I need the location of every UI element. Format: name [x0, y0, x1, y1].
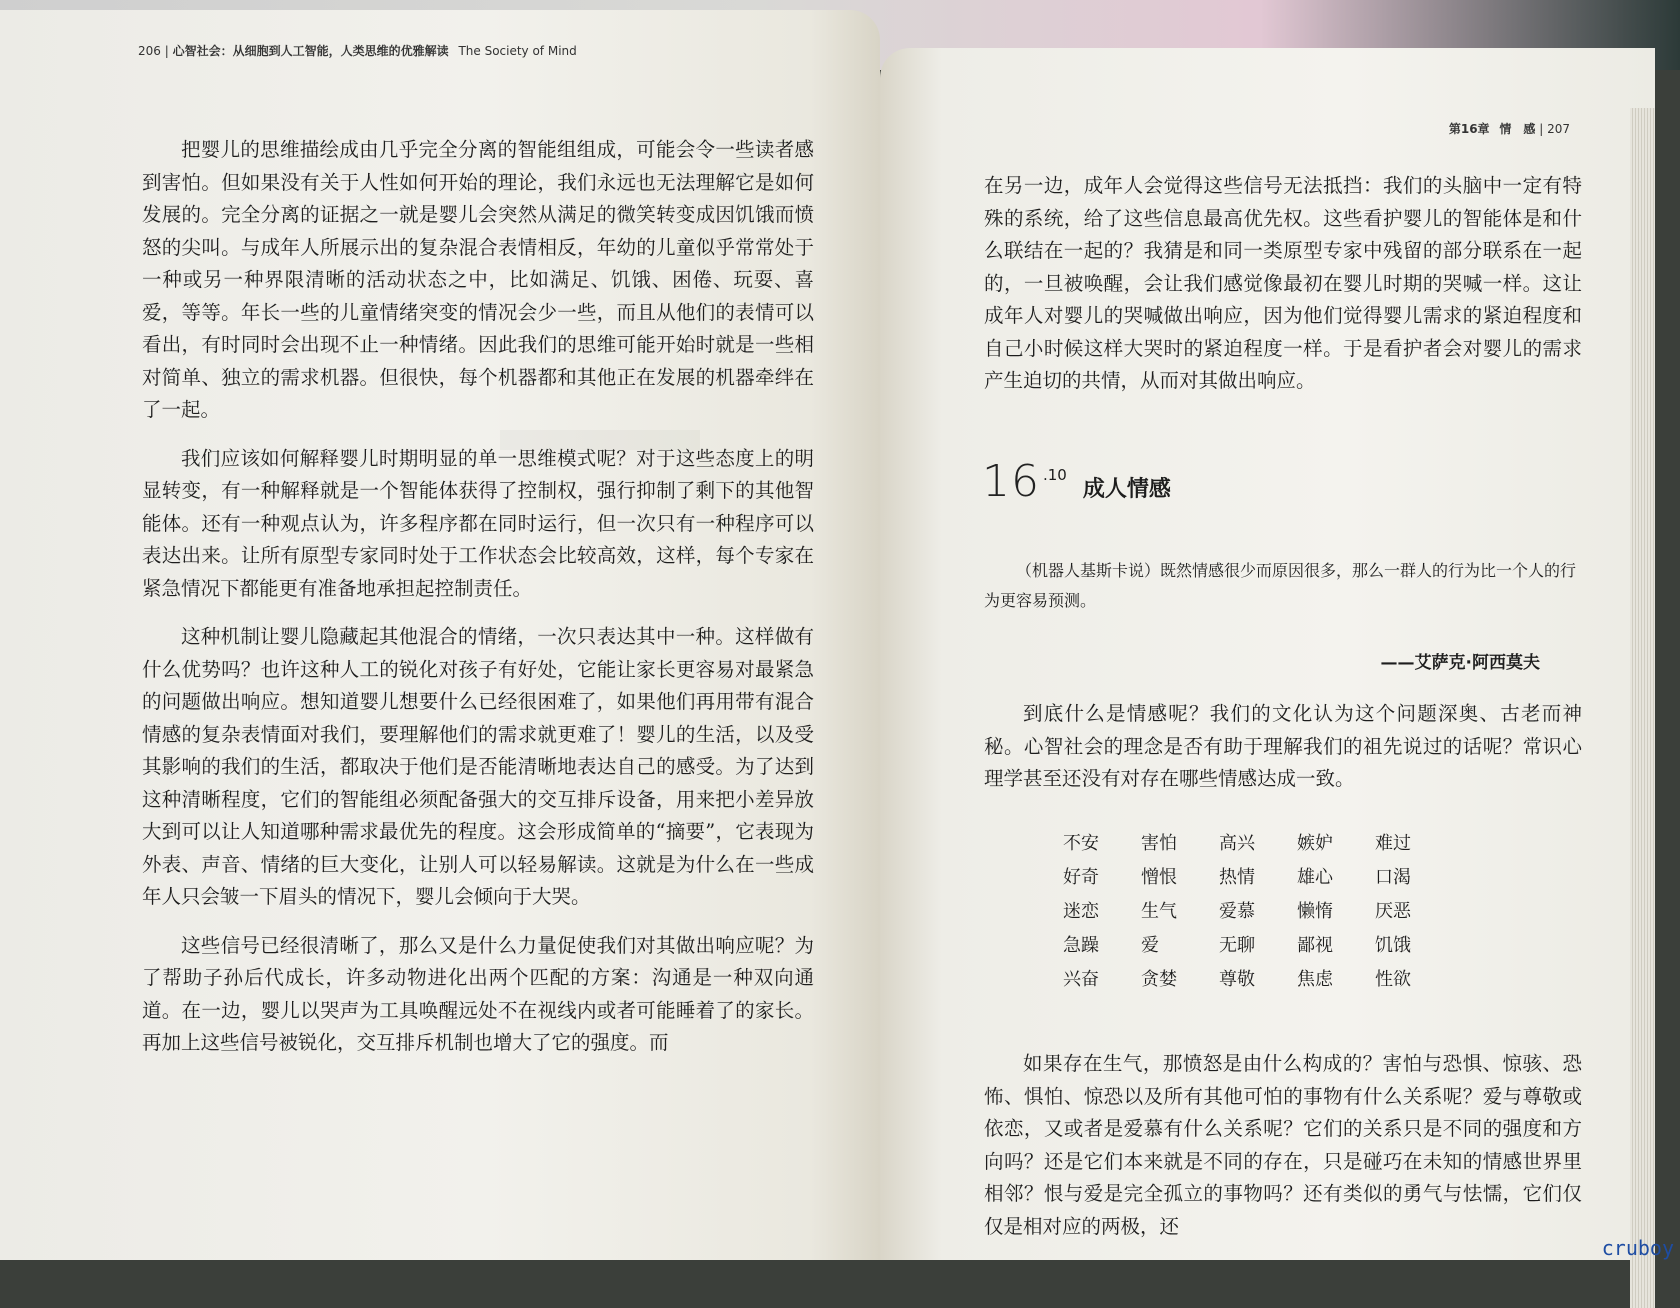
- emotion-item: 不安: [1063, 833, 1099, 854]
- emotion-item: 尊敬: [1219, 969, 1255, 990]
- emotion-list: [1063, 832, 1453, 992]
- bleed-through-shadow: [500, 430, 700, 450]
- epigraph-quote: （机器人基斯卡说）既然情感很少而原因很多，那么一群人的行为比一个人的行为更容易预测。: [984, 561, 1577, 610]
- left-paragraph: 这些信号已经很清晰了，那么又是什么力量促使我们对其做出响应呢？为了帮助子孙后代成长，许多动物进化出两个匹配的方案：沟通是一种双向通道。在一边，婴儿以哭声为工具唤醒远处不在视线内或者可能睡着了的家长。再加上这些信号被锐化，交互排斥机制也增大了它的强度。而: [142, 933, 814, 1054]
- emotion-item: 害怕: [1141, 833, 1177, 854]
- left-page: [0, 10, 880, 1260]
- emotion-item: 难过: [1375, 833, 1411, 854]
- left-page-header: [138, 42, 577, 59]
- page-stack-edge: [1630, 108, 1655, 1308]
- book-title-en: The Society of Mind: [458, 44, 577, 58]
- emotion-item: 鄙视: [1297, 935, 1333, 956]
- emotion-item: 热情: [1219, 867, 1255, 888]
- left-body-text: [142, 134, 814, 1076]
- emotion-item: 懒惰: [1297, 901, 1333, 922]
- right-paragraph: 到底什么是情感呢？我们的文化认为这个问题深奥、古老而神秘。心智社会的理念是否有助于理解我们的祖先说过的话呢？常识心理学甚至还没有对存在哪些情感达成一致。: [984, 702, 1582, 790]
- emotion-item: 无聊: [1219, 935, 1255, 956]
- emotion-item: 性欲: [1375, 969, 1411, 990]
- right-paragraph: 在另一边，成年人会觉得这些信号无法抵挡：我们的头脑中一定有特殊的系统，给了这些信息最高优先权。这些看护婴儿的智能体是和什么联结在一起的？我猜是和同一类原型专家中残留的部分联系在一起的，一旦被唤醒，会让我们感觉像最初在婴儿时期的哭喊一样。这让成年人对婴儿的哭喊做出响应，因为他们觉得婴儿需求的紧迫程度和自己小时候这样大哭时的紧迫程度一样。于是看护者会对婴儿的需求产生迫切的共情，从而对其做出响应。: [984, 174, 1582, 392]
- right-page-header: [1449, 120, 1570, 137]
- header-divider: |: [1539, 122, 1548, 136]
- header-divider: |: [164, 44, 173, 58]
- epigraph-attribution: ——艾萨克·阿西莫夫: [1380, 653, 1540, 673]
- emotion-item: 爱: [1141, 935, 1159, 956]
- left-paragraph: 这种机制让婴儿隐藏起其他混合的情绪，一次只表达其中一种。这样做有什么优势吗？也许这种人工的锐化对孩子有好处，它能让家长更容易对最紧急的问题做出响应。想知道婴儿想要什么已经很困难了，如果他们再用带有混合情感的复杂表情面对我们，要理解他们的需求就更难了！婴儿的生活，以及受其影响的我们的生活，都取决于他们是否能清晰地表达自己的感受。为了达到这种清晰程度，它们的智能组必须配备强大的交互排斥设备，用来把小差异放大到可以让人知道哪种需求最优先的程度。这会形成简单的“摘要”，它表现为外表、声音、情绪的巨大变化，让别人可以轻易解读。这就是为什么在一些成年人只会皱一下眉头的情况下，婴儿会倾向于大哭。: [142, 625, 814, 908]
- emotion-item: 贪婪: [1141, 969, 1177, 990]
- emotion-item: 饥饿: [1375, 935, 1411, 956]
- emotion-item: 口渴: [1375, 867, 1411, 888]
- emotion-item: 嫉妒: [1297, 833, 1333, 854]
- right-intro-text: [984, 170, 1582, 414]
- chapter-number: 第16章: [1448, 122, 1490, 136]
- watermark: cruboy: [1601, 1236, 1674, 1260]
- emotion-item: 憎恨: [1141, 867, 1177, 888]
- emotion-item: 急躁: [1063, 935, 1099, 956]
- left-page-number: 206: [138, 44, 161, 58]
- section-subnumber: .10: [1043, 466, 1067, 484]
- right-page: [880, 48, 1655, 1260]
- emotion-item: 焦虑: [1297, 969, 1333, 990]
- right-page-number: 207: [1547, 122, 1570, 136]
- emotion-item: 高兴: [1219, 833, 1255, 854]
- section-title: 成人情感: [1082, 477, 1171, 502]
- emotion-item: 雄心: [1297, 867, 1333, 888]
- section-heading: [982, 456, 1171, 507]
- right-body-text-2: [984, 1048, 1582, 1259]
- book-title: 心智社会：从细胞到人工智能，人类思维的优雅解读: [172, 44, 449, 58]
- left-paragraph: 我们应该如何解释婴儿时期明显的单一思维模式呢？对于这些态度上的明显转变，有一种解释就是一个智能体获得了控制权，强行抑制了剩下的其他智能体。还有一种观点认为，许多程序都在同时运行，但一次只有一种程序可以表达出来。让所有原型专家同时处于工作状态会比较高效，这样，每个专家在紧急情况下都能更有准备地承担起控制责任。: [142, 446, 814, 600]
- chapter-title: 情 感: [1499, 122, 1536, 136]
- right-body-text: [984, 698, 1582, 812]
- left-paragraph: 把婴儿的思维描绘成由几乎完全分离的智能组组成，可能会令一些读者感到害怕。但如果没有关于人性如何开始的理论，我们永远也无法理解它是如何发展的。完全分离的证据之一就是婴儿会突然从满足的微笑转变成因饥饿而愤怒的尖叫。与成年人所展示出的复杂混合表情相反，年幼的儿童似乎常常处于一种或另一种界限清晰的活动状态之中，比如满足、饥饿、困倦、玩耍、喜爱，等等。年长一些的儿童情绪突变的情况会少一些，而且从他们的表情可以看出，有时同时会出现不止一种情绪。因此我们的思维可能开始时就是一些相对简单、独立的需求机器。但很快，每个机器都和其他正在发展的机器牵绊在了一起。: [142, 138, 814, 421]
- emotion-item: 兴奋: [1063, 969, 1099, 990]
- emotion-item: 爱慕: [1219, 901, 1255, 922]
- emotion-item: 厌恶: [1375, 901, 1411, 922]
- section-number: 16: [982, 456, 1040, 507]
- emotion-item: 迷恋: [1063, 901, 1099, 922]
- emotion-item: 好奇: [1063, 867, 1099, 888]
- emotion-item: 生气: [1141, 901, 1177, 922]
- right-paragraph: 如果存在生气，那愤怒是由什么构成的？害怕与恐惧、惊骇、恐怖、惧怕、惊恐以及所有其他可怕的事物有什么关系呢？爱与尊敬或依恋，又或者是爱慕有什么关系呢？它们的关系只是不同的强度和方向吗？还是它们本来就是不同的存在，只是碰巧在未知的情感世界里相邻？恨与爱是完全孤立的事物吗？还有类似的勇气与怯懦，它们仅仅是相对应的两极，还: [984, 1052, 1582, 1238]
